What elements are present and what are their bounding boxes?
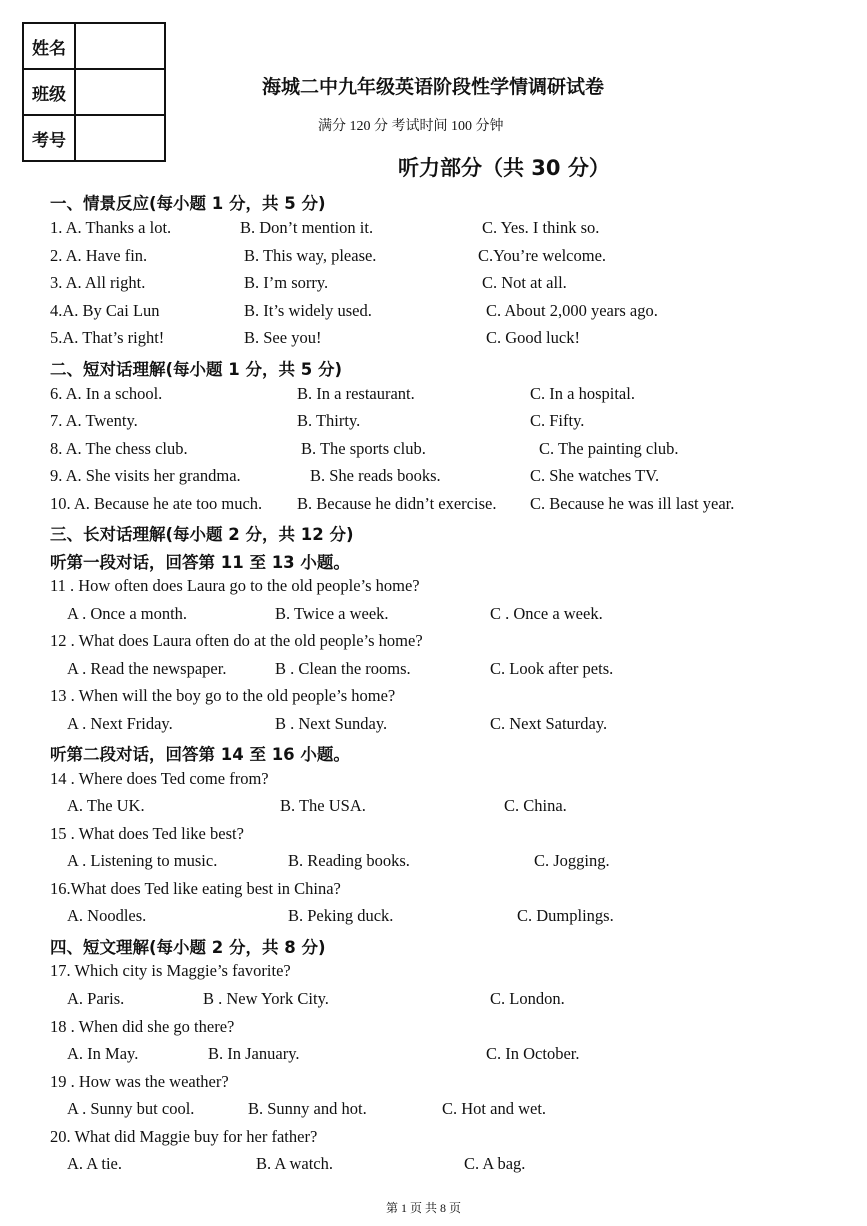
question-stem: 12 . What does Laura often do at the old people’s home? [50, 631, 423, 650]
question-stem: 13 . When will the boy go to the old people’s home? [50, 686, 396, 705]
option-b: B . New York City. [203, 989, 329, 1008]
option-c: C.You’re welcome. [478, 246, 607, 265]
question-stem: 15 . What does Ted like best? [50, 824, 244, 843]
option-c: C. Hot and wet. [442, 1099, 547, 1118]
option-a: A. A tie. [67, 1154, 123, 1173]
option-c: C. Jogging. [534, 851, 610, 870]
part-title: 听力部分（共 30 分） [398, 156, 610, 180]
option-c: C . Once a week. [490, 604, 603, 623]
option-b: B. Don’t mention it. [240, 218, 374, 237]
option-b: B. Peking duck. [288, 906, 394, 925]
option-c: C. Look after pets. [490, 659, 614, 678]
question-stem: 17. Which city is Maggie’s favorite? [50, 961, 291, 980]
option-b: B. In January. [208, 1044, 300, 1063]
option-a: A . Next Friday. [67, 714, 173, 733]
option-c: C. Yes. I think so. [482, 218, 600, 237]
number-field[interactable] [75, 115, 165, 161]
option-b: B. In a restaurant. [297, 384, 415, 403]
option-b: B. The USA. [280, 796, 366, 815]
question-stem: 11 . How often does Laura go to the old people’s home? [50, 576, 420, 595]
exam-title: 海城二中九年级英语阶段性学情调研试卷 [262, 76, 605, 98]
option-b: B. The sports club. [301, 439, 426, 458]
name-label: 姓名 [23, 23, 75, 69]
option-c: C. A bag. [464, 1154, 526, 1173]
name-field[interactable] [75, 23, 165, 69]
question-stem: 14 . Where does Ted come from? [50, 769, 269, 788]
option-b: B. This way, please. [244, 246, 377, 265]
option-b: B. Twice a week. [275, 604, 389, 623]
option-a: A . Read the newspaper. [67, 659, 227, 678]
option-b: B. See you! [244, 328, 322, 347]
question-stem: 20. What did Maggie buy for her father? [50, 1127, 318, 1146]
option-c: C. China. [504, 796, 567, 815]
section-heading: 四、短文理解(每小题 2 分，共 8 分) [50, 938, 326, 957]
option-c: C. In October. [486, 1044, 580, 1063]
option-a: 5.A. That’s right! [50, 328, 165, 347]
option-a: 10. A. Because he ate too much. [50, 494, 263, 513]
option-b: B . Next Sunday. [275, 714, 388, 733]
number-label: 考号 [23, 115, 75, 161]
option-c: C. She watches TV. [530, 466, 660, 485]
option-a: 4.A. By Cai Lun [50, 301, 160, 320]
section-heading: 二、短对话理解(每小题 1 分，共 5 分) [50, 360, 343, 379]
option-c: C. Fifty. [530, 411, 585, 430]
option-a: 9. A. She visits her grandma. [50, 466, 241, 485]
option-a: 7. A. Twenty. [50, 411, 138, 430]
option-c: C. Next Saturday. [490, 714, 608, 733]
option-c: C. Good luck! [486, 328, 580, 347]
dialogue-instruction: 听第一段对话，回答第 11 至 13 小题。 [50, 553, 350, 572]
option-c: C. About 2,000 years ago. [486, 301, 658, 320]
question-stem: 19 . How was the weather? [50, 1072, 229, 1091]
option-b: B. A watch. [256, 1154, 333, 1173]
question-stem: 18 . When did she go there? [50, 1017, 235, 1036]
question-stem: 16.What does Ted like eating best in China? [50, 879, 341, 898]
option-a: A . Sunny but cool. [67, 1099, 195, 1118]
option-a: A . Listening to music. [67, 851, 218, 870]
option-a: A. Paris. [67, 989, 125, 1008]
option-c: C. Because he was ill last year. [530, 494, 735, 513]
option-b: B. She reads books. [310, 466, 441, 485]
student-info-table [22, 22, 166, 162]
page-footer: 第 1 页 共 8 页 [386, 1201, 462, 1215]
option-b: B . Clean the rooms. [275, 659, 411, 678]
option-c: C. The painting club. [539, 439, 679, 458]
option-a: 3. A. All right. [50, 273, 146, 292]
option-a: 2. A. Have fin. [50, 246, 148, 265]
option-a: A. Noodles. [67, 906, 147, 925]
option-c: C. London. [490, 989, 565, 1008]
option-c: C. Dumplings. [517, 906, 614, 925]
option-a: A . Once a month. [67, 604, 188, 623]
option-a: 6. A. In a school. [50, 384, 163, 403]
exam-subtitle: 满分 120 分 考试时间 100 分钟 [318, 119, 504, 134]
option-a: 1. A. Thanks a lot. [50, 218, 172, 237]
section-heading: 一、情景反应(每小题 1 分，共 5 分) [50, 194, 326, 213]
option-b: B. Because he didn’t exercise. [297, 494, 497, 513]
option-c: C. In a hospital. [530, 384, 635, 403]
option-b: B. Sunny and hot. [248, 1099, 367, 1118]
option-b: B. Thirty. [297, 411, 361, 430]
option-b: B. I’m sorry. [244, 273, 329, 292]
option-b: B. It’s widely used. [244, 301, 372, 320]
option-a: A. In May. [67, 1044, 139, 1063]
option-a: A. The UK. [67, 796, 145, 815]
class-field[interactable] [75, 69, 165, 115]
option-c: C. Not at all. [482, 273, 567, 292]
option-a: 8. A. The chess club. [50, 439, 188, 458]
option-b: B. Reading books. [288, 851, 410, 870]
class-label: 班级 [23, 69, 75, 115]
dialogue-instruction: 听第二段对话，回答第 14 至 16 小题。 [50, 745, 350, 764]
section-heading: 三、长对话理解(每小题 2 分，共 12 分) [50, 525, 354, 544]
